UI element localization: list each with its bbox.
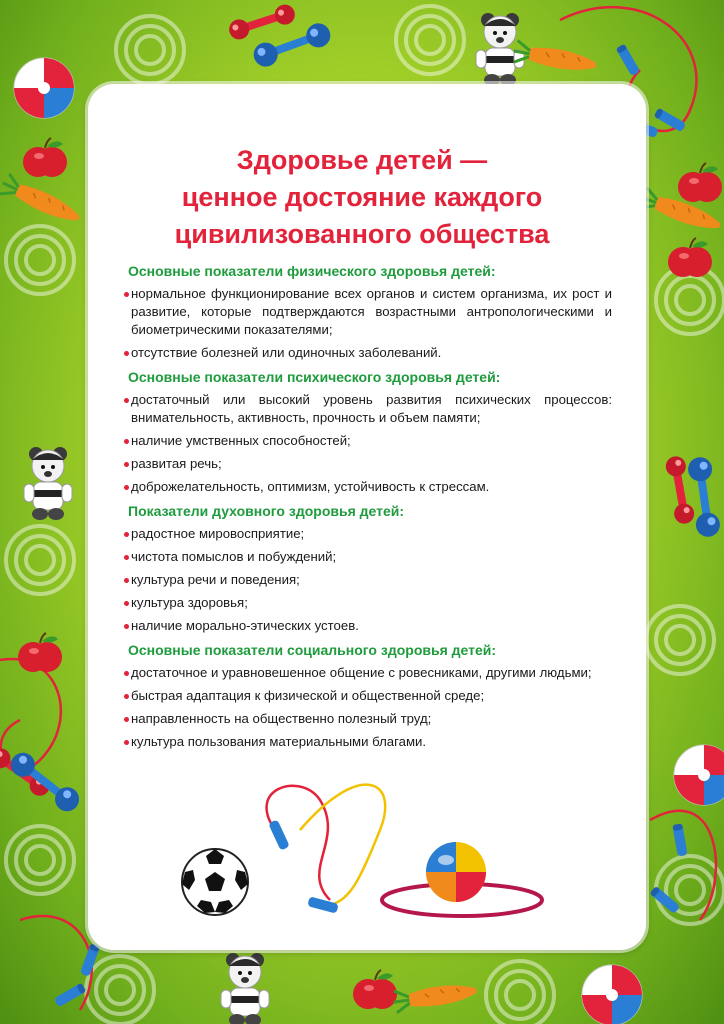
list-item: чистота помыслов и побуждений;: [122, 548, 612, 566]
physical-list: [122, 285, 612, 362]
teddy-bear-icon: [221, 953, 269, 1024]
list-item: культура речи и поведения;: [122, 571, 612, 589]
list-item: доброжелательность, оптимизм, устойчивость к стрессам.: [122, 478, 612, 496]
list-item: отсутствие болезней или одиночных заболеваний.: [122, 344, 612, 362]
indicators-content: [122, 262, 612, 757]
carrot-icon: [512, 40, 599, 76]
social-list: [122, 664, 612, 751]
dumbbell-icon: [227, 2, 298, 42]
list-item: наличие умственных способностей;: [122, 432, 612, 450]
section-heading-social: Основные показатели социального здоровья детей:: [128, 642, 497, 658]
apple-icon: [18, 633, 62, 672]
dumbbell-icon: [6, 748, 84, 816]
title-line: ценное достояние каждого: [181, 182, 543, 212]
beach-ball-icon: [14, 58, 74, 118]
list-item: направленность на общественно полезный труд;: [122, 710, 612, 728]
list-item: радостное мировосприятие;: [122, 525, 612, 543]
teddy-bear-icon: [24, 447, 72, 520]
section-heading-spiritual: Показатели духовного здоровья детей:: [128, 503, 405, 519]
list-item: наличие морально-этических устоев.: [122, 617, 612, 635]
teddy-bear-icon: [476, 13, 524, 86]
list-item: нормальное функционирование всех органов и систем организма, их рост и развитие, которые подтверждаются возрастными антропологическими и биометрическими показателями;: [122, 285, 612, 339]
list-item: развитая речь;: [122, 455, 612, 473]
list-item: культура здоровья;: [122, 594, 612, 612]
dumbbell-icon: [250, 20, 333, 70]
spiritual-list: [122, 525, 612, 635]
jump-rope-icon: [54, 943, 101, 1007]
section-heading-mental: Основные показатели психического здоровья детей:: [128, 369, 501, 385]
list-item: достаточное и уравновешенное общение с ровесниками, другими людьми;: [122, 664, 612, 682]
list-item: быстрая адаптация к физической и общественной среде;: [122, 687, 612, 705]
title-line: цивилизованного общества: [174, 219, 550, 249]
carrot-icon: [392, 980, 478, 1013]
list-item: культура пользования материальными благами.: [122, 733, 612, 751]
page-title: [0, 142, 724, 253]
section-heading-physical: Основные показатели физического здоровья детей:: [128, 263, 496, 279]
apple-icon: [353, 970, 397, 1009]
beach-ball-icon: [582, 965, 642, 1024]
list-item: достаточный или высокий уровень развития психических процессов: внимательность, активность, прочность и объем памяти;: [122, 391, 612, 427]
beach-ball-icon: [674, 745, 724, 805]
title-line: Здоровье детей —: [236, 145, 488, 175]
dumbbell-icon: [687, 456, 722, 539]
mental-list: [122, 391, 612, 496]
